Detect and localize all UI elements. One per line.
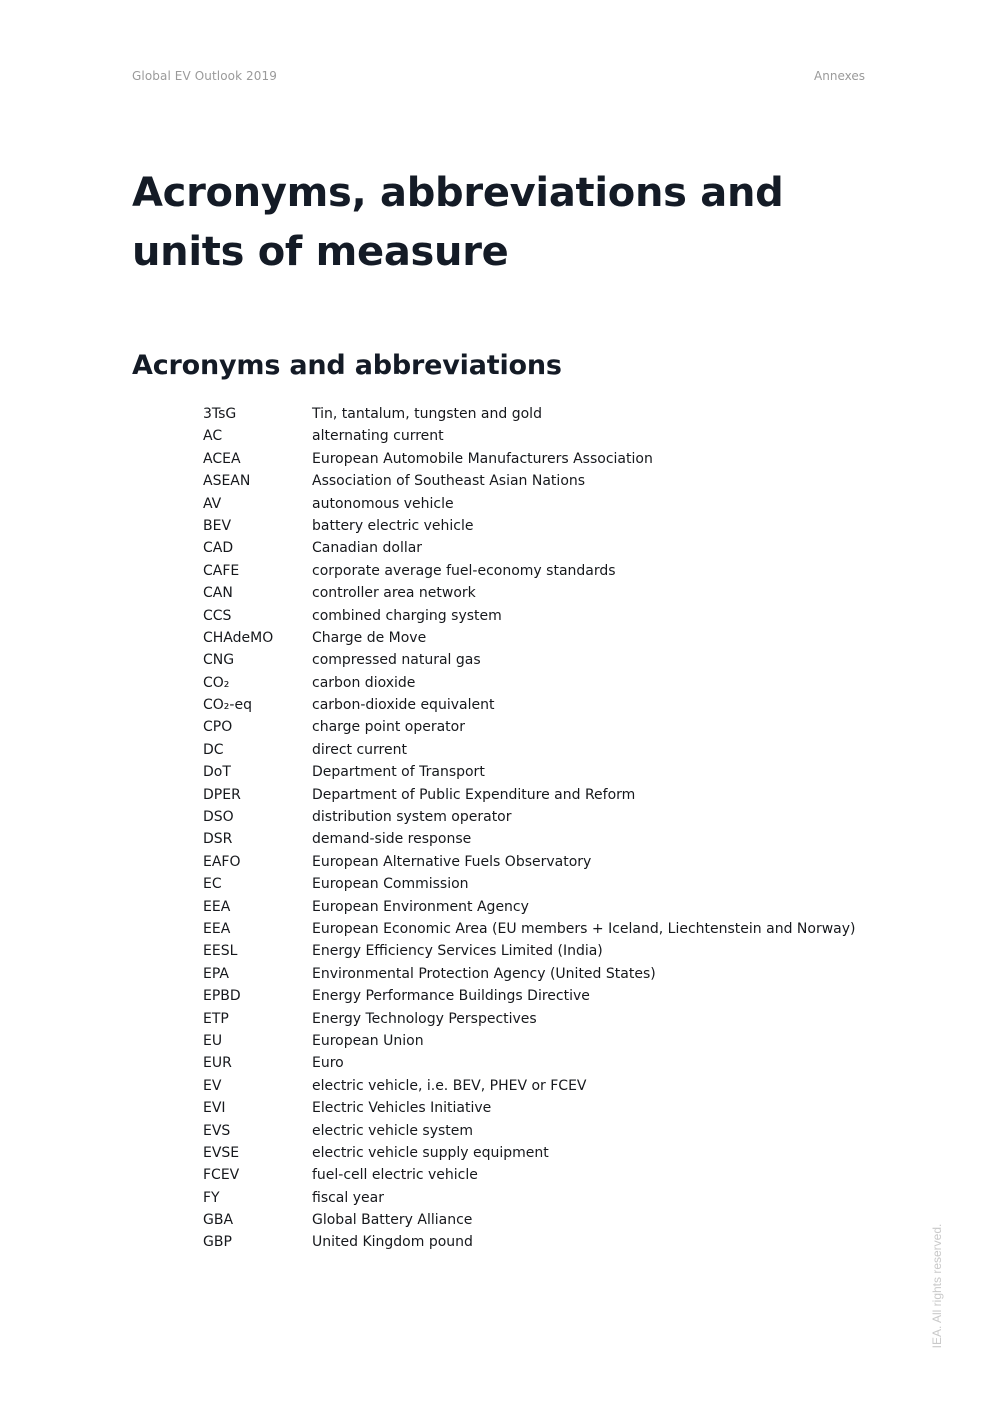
acronym-definition: European Environment Agency — [312, 898, 529, 915]
acronym-definition: compressed natural gas — [312, 652, 481, 669]
acronym-term: EVI — [203, 1100, 226, 1117]
acronym-definition: Department of Public Expenditure and Reform — [312, 786, 636, 803]
acronym-row — [203, 806, 883, 828]
acronym-row — [203, 425, 883, 447]
acronym-row — [203, 1142, 883, 1164]
acronym-term: EVS — [203, 1122, 231, 1139]
acronym-term: FY — [203, 1189, 220, 1206]
acronym-term: DSO — [203, 809, 234, 826]
acronym-row — [203, 649, 883, 671]
acronym-term: ASEAN — [203, 473, 251, 490]
acronym-row — [203, 873, 883, 895]
acronym-row — [203, 1209, 883, 1231]
acronym-definition: Global Battery Alliance — [312, 1212, 473, 1229]
rights-notice: IEA. All rights reserved. — [930, 1223, 944, 1349]
acronym-definition: fuel-cell electric vehicle — [312, 1167, 478, 1184]
acronym-row — [203, 896, 883, 918]
acronym-term: EESL — [203, 943, 238, 960]
acronym-definition: distribution system operator — [312, 809, 512, 826]
acronym-row — [203, 1052, 883, 1074]
acronym-term: BEV — [203, 517, 232, 534]
acronym-row — [203, 1164, 883, 1186]
acronym-definition: European Alternative Fuels Observatory — [312, 853, 592, 870]
acronym-definition: Environmental Protection Agency (United States) — [312, 965, 656, 982]
acronym-definition: Energy Performance Buildings Directive — [312, 988, 590, 1005]
acronym-term: CAN — [203, 585, 233, 602]
acronym-row — [203, 605, 883, 627]
acronym-row — [203, 560, 883, 582]
acronym-row — [203, 1008, 883, 1030]
running-header-section: Annexes — [814, 69, 865, 83]
acronym-row — [203, 515, 883, 537]
acronym-row — [203, 828, 883, 850]
acronym-row — [203, 940, 883, 962]
acronym-list — [203, 403, 883, 1254]
acronym-definition: Canadian dollar — [312, 540, 423, 557]
acronym-term: EV — [203, 1077, 222, 1094]
acronym-term: AV — [203, 495, 222, 512]
acronym-definition: corporate average fuel-economy standards — [312, 562, 616, 579]
acronym-definition: direct current — [312, 741, 407, 758]
acronym-definition: demand-side response — [312, 831, 472, 848]
acronym-term: CCS — [203, 607, 232, 624]
acronym-term: CPO — [203, 719, 233, 736]
acronym-row — [203, 448, 883, 470]
acronym-definition: electric vehicle system — [312, 1122, 474, 1139]
acronym-row — [203, 1030, 883, 1052]
acronym-row — [203, 1097, 883, 1119]
acronym-definition: electric vehicle supply equipment — [312, 1144, 549, 1161]
acronym-definition: electric vehicle, i.e. BEV, PHEV or FCEV — [312, 1077, 587, 1094]
acronym-term: EEA — [203, 898, 231, 915]
acronym-row — [203, 784, 883, 806]
acronym-row — [203, 672, 883, 694]
acronym-row — [203, 918, 883, 940]
acronym-row — [203, 582, 883, 604]
running-header-title: Global EV Outlook 2019 — [132, 69, 277, 83]
acronym-definition: Electric Vehicles Initiative — [312, 1100, 492, 1117]
acronym-definition: carbon dioxide — [312, 674, 416, 691]
acronym-term: ACEA — [203, 450, 241, 467]
acronym-definition: charge point operator — [312, 719, 465, 736]
acronym-definition: Energy Efficiency Services Limited (India) — [312, 943, 603, 960]
acronym-term: CO₂ — [203, 674, 230, 691]
acronym-definition: alternating current — [312, 428, 444, 445]
acronym-row — [203, 470, 883, 492]
acronym-term: EUR — [203, 1055, 232, 1072]
acronym-term: DoT — [203, 764, 231, 781]
acronym-term: ETP — [203, 1010, 229, 1027]
acronym-term: EPA — [203, 965, 229, 982]
acronym-term: DPER — [203, 786, 241, 803]
acronym-term: CNG — [203, 652, 235, 669]
acronym-term: GBA — [203, 1212, 234, 1229]
acronym-term: EPBD — [203, 988, 241, 1005]
acronym-definition: Tin, tantalum, tungsten and gold — [312, 406, 542, 422]
acronym-term: DC — [203, 741, 224, 758]
acronym-row — [203, 985, 883, 1007]
acronym-term: CAFE — [203, 562, 240, 579]
acronym-row — [203, 1231, 883, 1253]
acronym-term: CHAdeMO — [203, 629, 274, 646]
acronym-term: FCEV — [203, 1167, 240, 1184]
acronym-row — [203, 739, 883, 761]
acronym-term: 3TsG — [203, 406, 237, 422]
acronym-term: EAFO — [203, 853, 241, 870]
acronym-term: CAD — [203, 540, 234, 557]
acronym-definition: United Kingdom pound — [312, 1234, 473, 1251]
acronym-row — [203, 1187, 883, 1209]
acronym-definition: fiscal year — [312, 1189, 384, 1206]
acronym-definition: Association of Southeast Asian Nations — [312, 473, 586, 490]
acronym-definition: autonomous vehicle — [312, 495, 454, 512]
acronym-definition: European Commission — [312, 876, 469, 893]
acronym-row — [203, 403, 883, 425]
acronym-term: EEA — [203, 920, 231, 937]
acronym-definition: carbon-dioxide equivalent — [312, 697, 495, 714]
section-title: Acronyms and abbreviations — [132, 350, 562, 381]
acronym-row — [203, 627, 883, 649]
acronym-term: AC — [203, 428, 223, 445]
acronym-term: GBP — [203, 1234, 232, 1251]
acronym-row — [203, 761, 883, 783]
acronym-term: DSR — [203, 831, 233, 848]
acronym-definition: Charge de Move — [312, 629, 427, 646]
acronym-row — [203, 1075, 883, 1097]
acronym-definition: Energy Technology Perspectives — [312, 1010, 537, 1027]
acronym-definition: battery electric vehicle — [312, 517, 474, 534]
acronym-term: CO₂-eq — [203, 697, 252, 714]
acronym-term: EVSE — [203, 1144, 240, 1161]
acronym-row — [203, 694, 883, 716]
acronym-row — [203, 851, 883, 873]
acronym-definition: European Economic Area (EU members + Iceland, Liechtenstein and Norway) — [312, 920, 856, 937]
acronym-row — [203, 963, 883, 985]
acronym-term: EC — [203, 876, 222, 893]
page-title: Acronyms, abbreviations and units of measure — [132, 170, 784, 275]
acronym-row — [203, 537, 883, 559]
acronym-definition: European Union — [312, 1032, 424, 1049]
acronym-row — [203, 716, 883, 738]
acronym-definition: combined charging system — [312, 607, 502, 624]
acronym-definition: controller area network — [312, 585, 476, 602]
acronym-row — [203, 1120, 883, 1142]
acronym-row — [203, 493, 883, 515]
acronym-definition: Department of Transport — [312, 764, 485, 781]
acronym-term: EU — [203, 1032, 223, 1049]
acronym-definition: European Automobile Manufacturers Association — [312, 450, 653, 467]
acronym-definition: Euro — [312, 1055, 344, 1072]
